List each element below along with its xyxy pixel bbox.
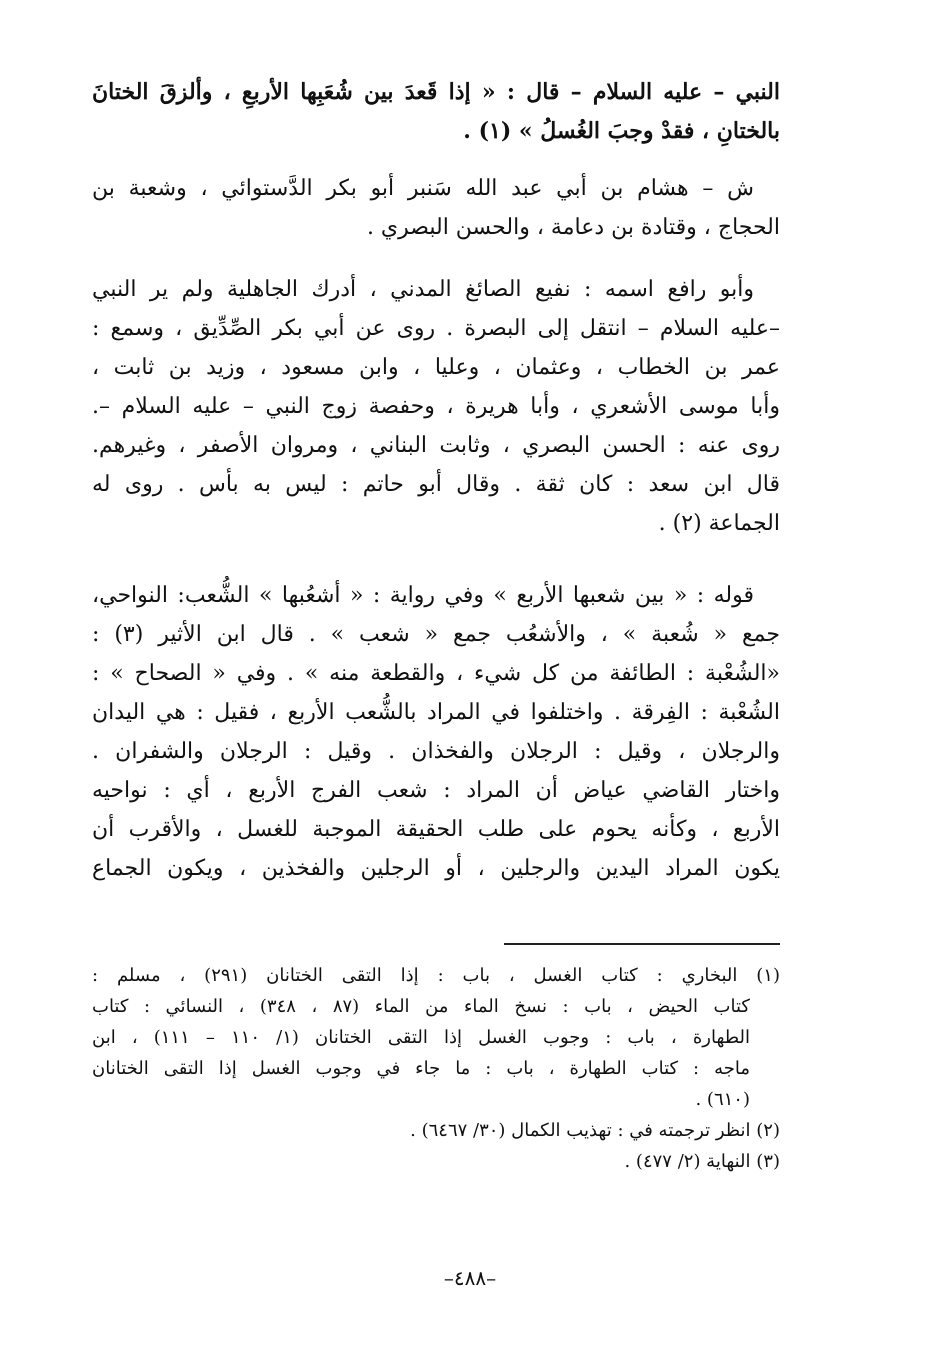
text-line: وأبو رافع اسمه : نفيع الصائغ المدني ، أدرك الجاهلية ولم ير النبي xyxy=(92,277,754,302)
footnotes xyxy=(92,960,780,1177)
paragraph-hadith xyxy=(92,73,780,151)
footnote-line: ماجه : كتاب الطهارة ، باب : ما جاء في وجوب الغسل إذا التقى الختانان xyxy=(92,1058,750,1079)
paragraph-narrators xyxy=(92,169,780,247)
footnote-line: (٢) انظر ترجمته في : تهذيب الكمال (٣٠/ ٦٤٦٧) . xyxy=(410,1120,780,1141)
text-line: الحجاج ، وقتادة بن دعامة ، والحسن البصري . xyxy=(366,215,780,240)
text-line: قوله : « بين شعبها الأربع » وفي رواية : « أشعُبها » الشُّعب: النواحي، xyxy=(92,583,754,608)
footnote-line: (١) البخاري : كتاب الغسل ، باب : إذا التقى الختانان (٢٩١) ، مسلم : xyxy=(92,965,780,986)
text-line: وأبا موسى الأشعري ، وأبا هريرة ، وحفصة زوج النبي – عليه السلام –. xyxy=(92,394,780,419)
text-line: الجماعة (٢) . xyxy=(658,511,780,536)
footnote-line: (٦١٠) . xyxy=(695,1089,750,1110)
text-line: الشُعْبة : الفِرقة . واختلفوا في المراد بالشُّعب الأربع ، فقيل : هي اليدان xyxy=(92,700,780,725)
footnote-line: كتاب الحيض ، باب : نسخ الماء من الماء (٨٧ ، ٣٤٨) ، النسائي : كتاب xyxy=(92,996,750,1017)
text-line: –عليه السلام – انتقل إلى البصرة . روى عن أبي بكر الصِّدِّيق ، وسمع : xyxy=(92,316,780,341)
text-line: قال ابن سعد : كان ثقة . وقال أبو حاتم : ليس به بأس . روى له xyxy=(92,472,780,497)
footnote-line: الطهارة ، باب : وجوب الغسل إذا التقى الختانان (١/ ١١٠ – ١١١) ، ابن xyxy=(92,1027,750,1048)
text-line: يكون المراد اليدين والرجلين ، أو الرجلين والفخذين ، ويكون الجماع xyxy=(92,856,780,881)
footnote-line: (٣) النهاية (٢/ ٤٧٧) . xyxy=(624,1151,780,1172)
paragraph-biography xyxy=(92,270,780,543)
text-line: عمر بن الخطاب ، وعثمان ، وعليا ، وابن مسعود ، وزيد بن ثابت ، xyxy=(92,355,780,380)
text-line: ش – هشام بن أبي عبد الله سَنبر أبو بكر الدَّستوائي ، وشعبة بن xyxy=(92,176,754,201)
text-line: النبي – عليه السلام – قال : « إذا قَعدَ بين شُعَبِها الأربعِ ، وألزقَ الختانَ xyxy=(92,79,780,105)
paragraph-commentary xyxy=(92,576,780,888)
text-line: الأربع ، وكأنه يحوم على طلب الحقيقة الموجبة للغسل ، والأقرب أن xyxy=(92,817,780,842)
text-line: بالختانِ ، فقدْ وجبَ الغُسلُ » (١) . xyxy=(463,118,780,144)
page-number: –٤٨٨– xyxy=(443,1266,497,1290)
text-line: جمع « شُعبة » ، والأشعُب جمع « شعب » . قال ابن الأثير (٣) : xyxy=(92,622,780,647)
footnote-divider xyxy=(504,943,780,945)
text-line: والرجلان ، وقيل : الرجلان والفخذان . وقيل : الرجلان والشفران . xyxy=(92,739,780,764)
text-line: روى عنه : الحسن البصري ، وثابت البناني ، ومروان الأصفر ، وغيرهم. xyxy=(92,433,780,458)
text-line: واختار القاضي عياض أن المراد : شعب الفرج الأربع ، أي : نواحيه xyxy=(92,778,780,803)
text-line: «الشُعْبة : الطائفة من كل شيء ، والقطعة منه » . وفي « الصحاح » : xyxy=(92,661,780,686)
